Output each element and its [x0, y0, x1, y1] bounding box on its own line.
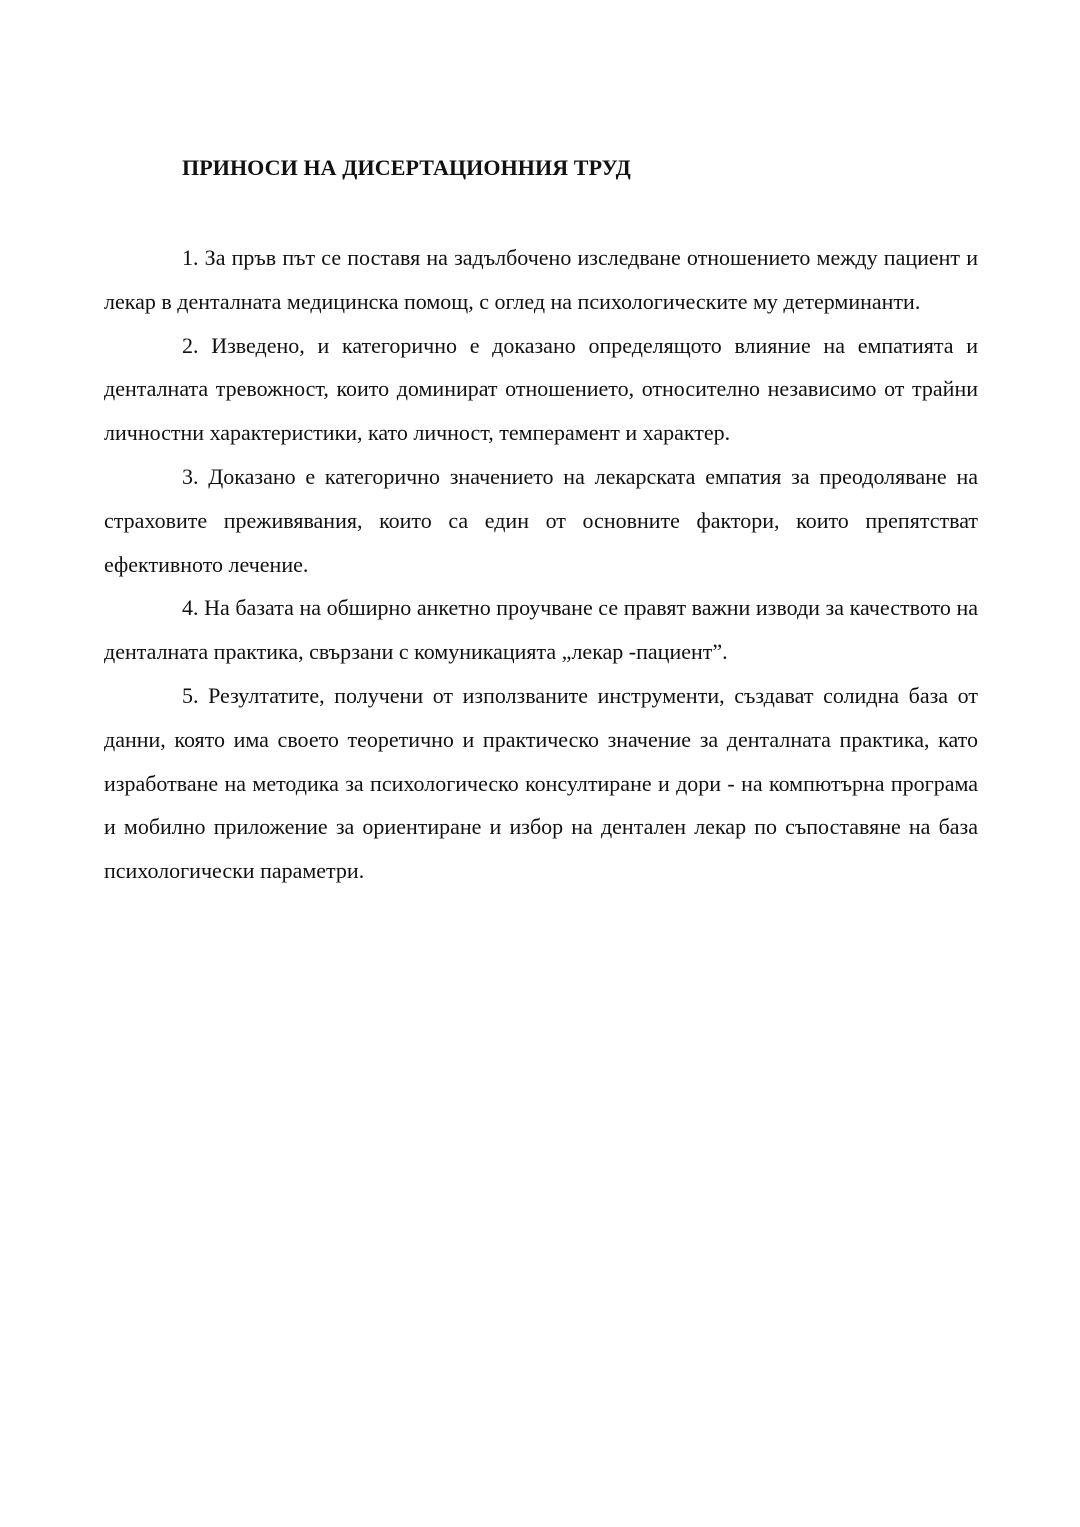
contributions-list [104, 236, 978, 893]
contribution-paragraph-5: 5. Резултатите, получени от използваните инструменти, създават солидна база от данни, която има своето теоретично и практическо значение за денталната практика, като изработване на методика за психологическо консултиране и дори - на компютърна програма и мобилно приложение за ориентиране и избор на дентален лекар по съпоставяне на база психологически параметри. [104, 682, 978, 884]
contribution-paragraph-2: 2. Изведено, и категорично е доказано определящото влияние на емпатията и денталната тревожност, които доминират отношението, относително независимо от трайни личностни характеристики, като личност, темперамент и характер. [104, 332, 978, 446]
page-title: ПРИНОСИ НА ДИСЕРТАЦИОННИЯ ТРУД [182, 155, 631, 180]
contribution-paragraph-1: 1. За пръв път се поставя на задълбочено изследване отношението между пациент и лекар в денталната медицинска помощ, с оглед на психологическите му детерминанти. [104, 245, 978, 314]
contribution-paragraph-4: 4. На базата на обширно анкетно проучване се правят важни изводи за качеството на денталната практика, свързани с комуникацията „лекар -пациент”. [104, 595, 978, 665]
contribution-paragraph-3: 3. Доказано е категорично значението на лекарската емпатия за преодоляване на страховите преживявания, които са един от основните фактори, които препятстват ефективното лечение. [104, 463, 978, 577]
